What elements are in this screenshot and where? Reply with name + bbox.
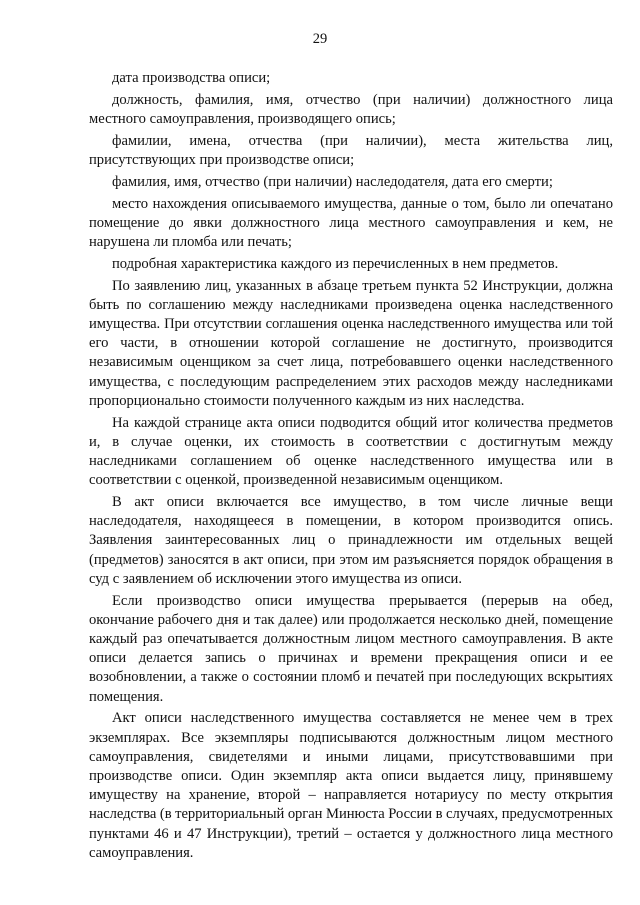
text-line: суд с заявлением об исключении этого имущества из описи. bbox=[89, 570, 463, 587]
text-line: пропорционально стоимости полученного каждым из них наследства. bbox=[89, 392, 525, 409]
paragraph bbox=[89, 277, 613, 411]
text-line: описи делается запись о причинах и времени прекращения описи и ее bbox=[89, 650, 613, 667]
paragraph bbox=[89, 255, 613, 274]
text-line: место нахождения описываемого имущества, данные о том, было ли опечатано bbox=[112, 195, 613, 212]
text-line: наследства (в территориальный орган Минюста России в случаях, предусмотренных bbox=[89, 806, 613, 823]
paragraph bbox=[89, 414, 613, 491]
text-line: имущества. При отсутствии соглашения оценка наследственного имущества или той bbox=[89, 316, 613, 332]
text-line: В акт описи включается все имущество, в том числе личные вещи bbox=[112, 494, 613, 511]
text-line: Если производство описи имущества прерывается (перерыв на обед, bbox=[112, 592, 613, 609]
text-line: фамилии, имена, отчества (при наличии), места жительства лиц, bbox=[112, 132, 613, 149]
paragraph bbox=[89, 709, 613, 863]
text-line: его части, в отношении которой соглашение не достигнуто, производится bbox=[89, 335, 613, 352]
text-line: и, в случае оценки, их стоимость в соответствии с достигнутым между bbox=[89, 433, 613, 450]
paragraph bbox=[89, 195, 613, 253]
text-line: пунктами 46 и 47 Инструкции), третий – остается у должностного лица местного bbox=[89, 825, 613, 842]
text-line: каждый раз опечатывается должностным лицом местного самоуправления. В акте bbox=[89, 631, 613, 648]
text-line: помещение до явки должностного лица местного самоуправления и кем, не bbox=[89, 214, 613, 231]
text-line: По заявлению лиц, указанных в абзаце третьем пункта 52 Инструкции, должна bbox=[112, 277, 613, 294]
text-line: самоуправления, свидетелями и иными лицами, присутствовавшими при bbox=[89, 748, 613, 765]
text-line: соответствии с оценкой, произведенной независимым оценщиком. bbox=[89, 472, 504, 489]
text-line: самоуправления. bbox=[89, 844, 194, 861]
text-line: имуществу на хранение, второй – направляется нотариусу по месту открытия bbox=[89, 787, 613, 804]
text-line: присутствующих при производстве описи; bbox=[89, 152, 355, 168]
text-line: Акт описи наследственного имущества составляется не менее чем в трех bbox=[112, 710, 613, 727]
text-line: дата производства описи; bbox=[112, 70, 271, 86]
paragraph bbox=[89, 173, 613, 192]
paragraph bbox=[89, 91, 613, 129]
text-line: независимым оценщиком за счет лица, потребовавшего оценки наследственного bbox=[89, 354, 613, 371]
text-line: подробная характеристика каждого из перечисленных в нем предметов. bbox=[112, 255, 559, 272]
text-line: наследниками соглашением об оценке наследственного имущества или в bbox=[89, 453, 613, 470]
text-line: Заявления заинтересованных лиц о принадлежности им отдельных вещей bbox=[89, 532, 613, 549]
text-line: производстве описи. Один экземпляр акта описи выдается лицу, принявшему bbox=[89, 768, 613, 785]
text-line: наследодателя, находящееся в помещении, в котором производится опись. bbox=[89, 513, 613, 530]
text-line: возобновлении, а также о состоянии пломб и печатей при последующих вскрытиях bbox=[89, 669, 613, 686]
paragraph bbox=[89, 592, 613, 707]
text-line: окончание рабочего дня и так далее) или продолжается несколько дней, помещение bbox=[89, 611, 613, 628]
text-line: экземплярах. Все экземпляры подписываются должностным лицом местного bbox=[89, 729, 613, 746]
paragraph bbox=[89, 69, 613, 88]
text-line: нарушена ли пломба или печать; bbox=[89, 234, 292, 250]
text-line: фамилия, имя, отчество (при наличии) наследодателя, дата его смерти; bbox=[112, 173, 553, 190]
text-line: должность, фамилия, имя, отчество (при наличии) должностного лица bbox=[112, 91, 613, 108]
text-line: На каждой странице акта описи подводится общий итог количества предметов bbox=[112, 414, 613, 431]
paragraph bbox=[89, 493, 613, 589]
text-line: имущества, с последующим распределением этих расходов между наследниками bbox=[89, 373, 613, 390]
text-line: быть по соглашению между наследниками произведена оценка наследственного bbox=[89, 296, 613, 313]
page-number: 29 bbox=[312, 31, 328, 47]
text-line: местного самоуправления, производящего опись; bbox=[89, 111, 396, 127]
paragraph bbox=[89, 132, 613, 170]
text-line: помещения. bbox=[89, 688, 164, 705]
text-line: (предметов) заносятся в акт описи, при этом им разъясняется порядок обращения в bbox=[89, 551, 613, 568]
document-body bbox=[89, 69, 613, 866]
